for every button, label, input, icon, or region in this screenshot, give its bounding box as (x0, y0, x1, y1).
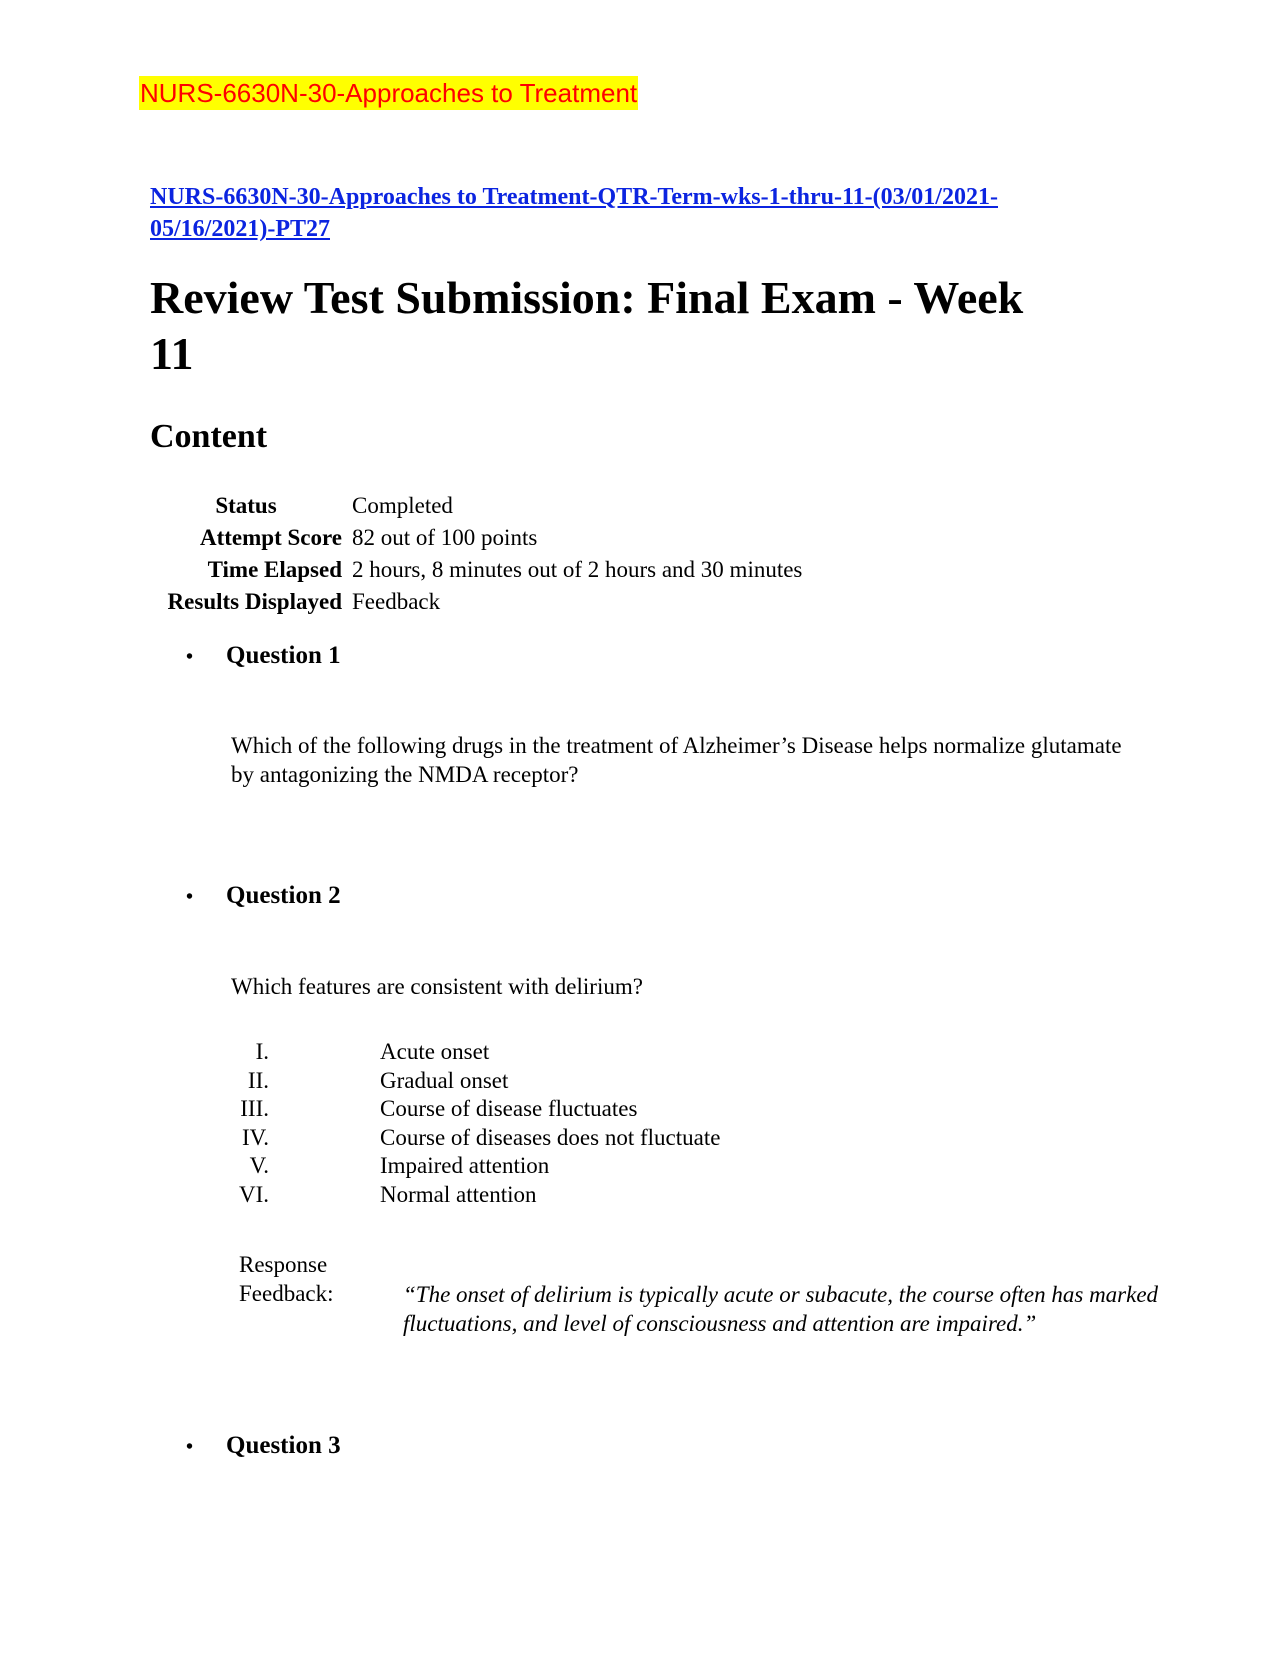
question-2-options (231, 1038, 931, 1210)
option-number: II. (247, 1067, 269, 1093)
details-value: Feedback (352, 589, 441, 614)
details-value: Completed (352, 493, 453, 518)
option-number: VI. (238, 1181, 269, 1207)
details-row-time-elapsed (150, 554, 802, 586)
details-label: Results Displayed (167, 589, 342, 614)
option-text: Course of disease fluctuates (380, 1096, 638, 1122)
option-item (231, 1095, 931, 1124)
option-number: III. (240, 1096, 269, 1122)
details-label: Status (215, 493, 277, 518)
response-feedback-label: Response Feedback: (239, 1252, 334, 1306)
details-value: 2 hours, 8 minutes out of 2 hours and 30 minutes (352, 557, 803, 582)
question-heading-text: Question 2 (226, 882, 341, 909)
question-heading-text: Question 3 (226, 1432, 341, 1459)
option-item (231, 1067, 931, 1096)
option-text: Gradual onset (380, 1067, 509, 1093)
course-link[interactable] (150, 181, 1050, 245)
question-2-heading (186, 880, 341, 913)
question-2-text: Which features are consistent with delirium? (231, 974, 643, 999)
details-row-attempt-score (150, 522, 802, 554)
page-title: Review Test Submission: Final Exam - Week 11 (150, 272, 1024, 379)
question-1-heading (186, 640, 341, 673)
question-3-heading (186, 1430, 341, 1463)
question-1-text: Which of the following drugs in the treatment of Alzheimer’s Disease helps normalize glutamate by antagonizing the NMDA receptor? (231, 733, 1122, 787)
option-text: Impaired attention (380, 1153, 550, 1179)
option-item (231, 1124, 931, 1153)
section-title: Content (150, 418, 268, 455)
option-text: Acute onset (380, 1039, 490, 1064)
option-item (231, 1152, 931, 1181)
course-link-anchor[interactable]: NURS-6630N-30-Approaches to Treatment-QTR-Term-wks-1-thru-11-(03/01/2021-05/16/2021)-PT27 (150, 184, 998, 242)
details-row-results-displayed (150, 586, 802, 618)
option-item (231, 1038, 931, 1067)
option-number: IV. (241, 1124, 269, 1150)
option-item (231, 1181, 931, 1210)
details-label: Attempt Score (200, 525, 342, 550)
details-value: 82 out of 100 points (352, 525, 538, 550)
option-number: I. (255, 1039, 269, 1064)
response-feedback-text: “The onset of delirium is typically acute or subacute, the course often has marked fluctuations, and level of consciousness and attention are impaired.” (403, 1282, 1159, 1336)
option-text: Course of diseases does not fluctuate (380, 1124, 721, 1150)
bullet-icon: • (186, 1436, 194, 1458)
option-number: V. (249, 1153, 269, 1179)
bullet-icon: • (186, 646, 194, 668)
details-label: Time Elapsed (207, 557, 342, 582)
details-row-status (150, 490, 802, 522)
bullet-icon: • (186, 886, 194, 908)
submission-details-table (150, 490, 802, 618)
course-banner: NURS-6630N-30-Approaches to Treatment (140, 78, 638, 108)
option-text: Normal attention (380, 1181, 537, 1207)
question-heading-text: Question 1 (226, 642, 341, 669)
